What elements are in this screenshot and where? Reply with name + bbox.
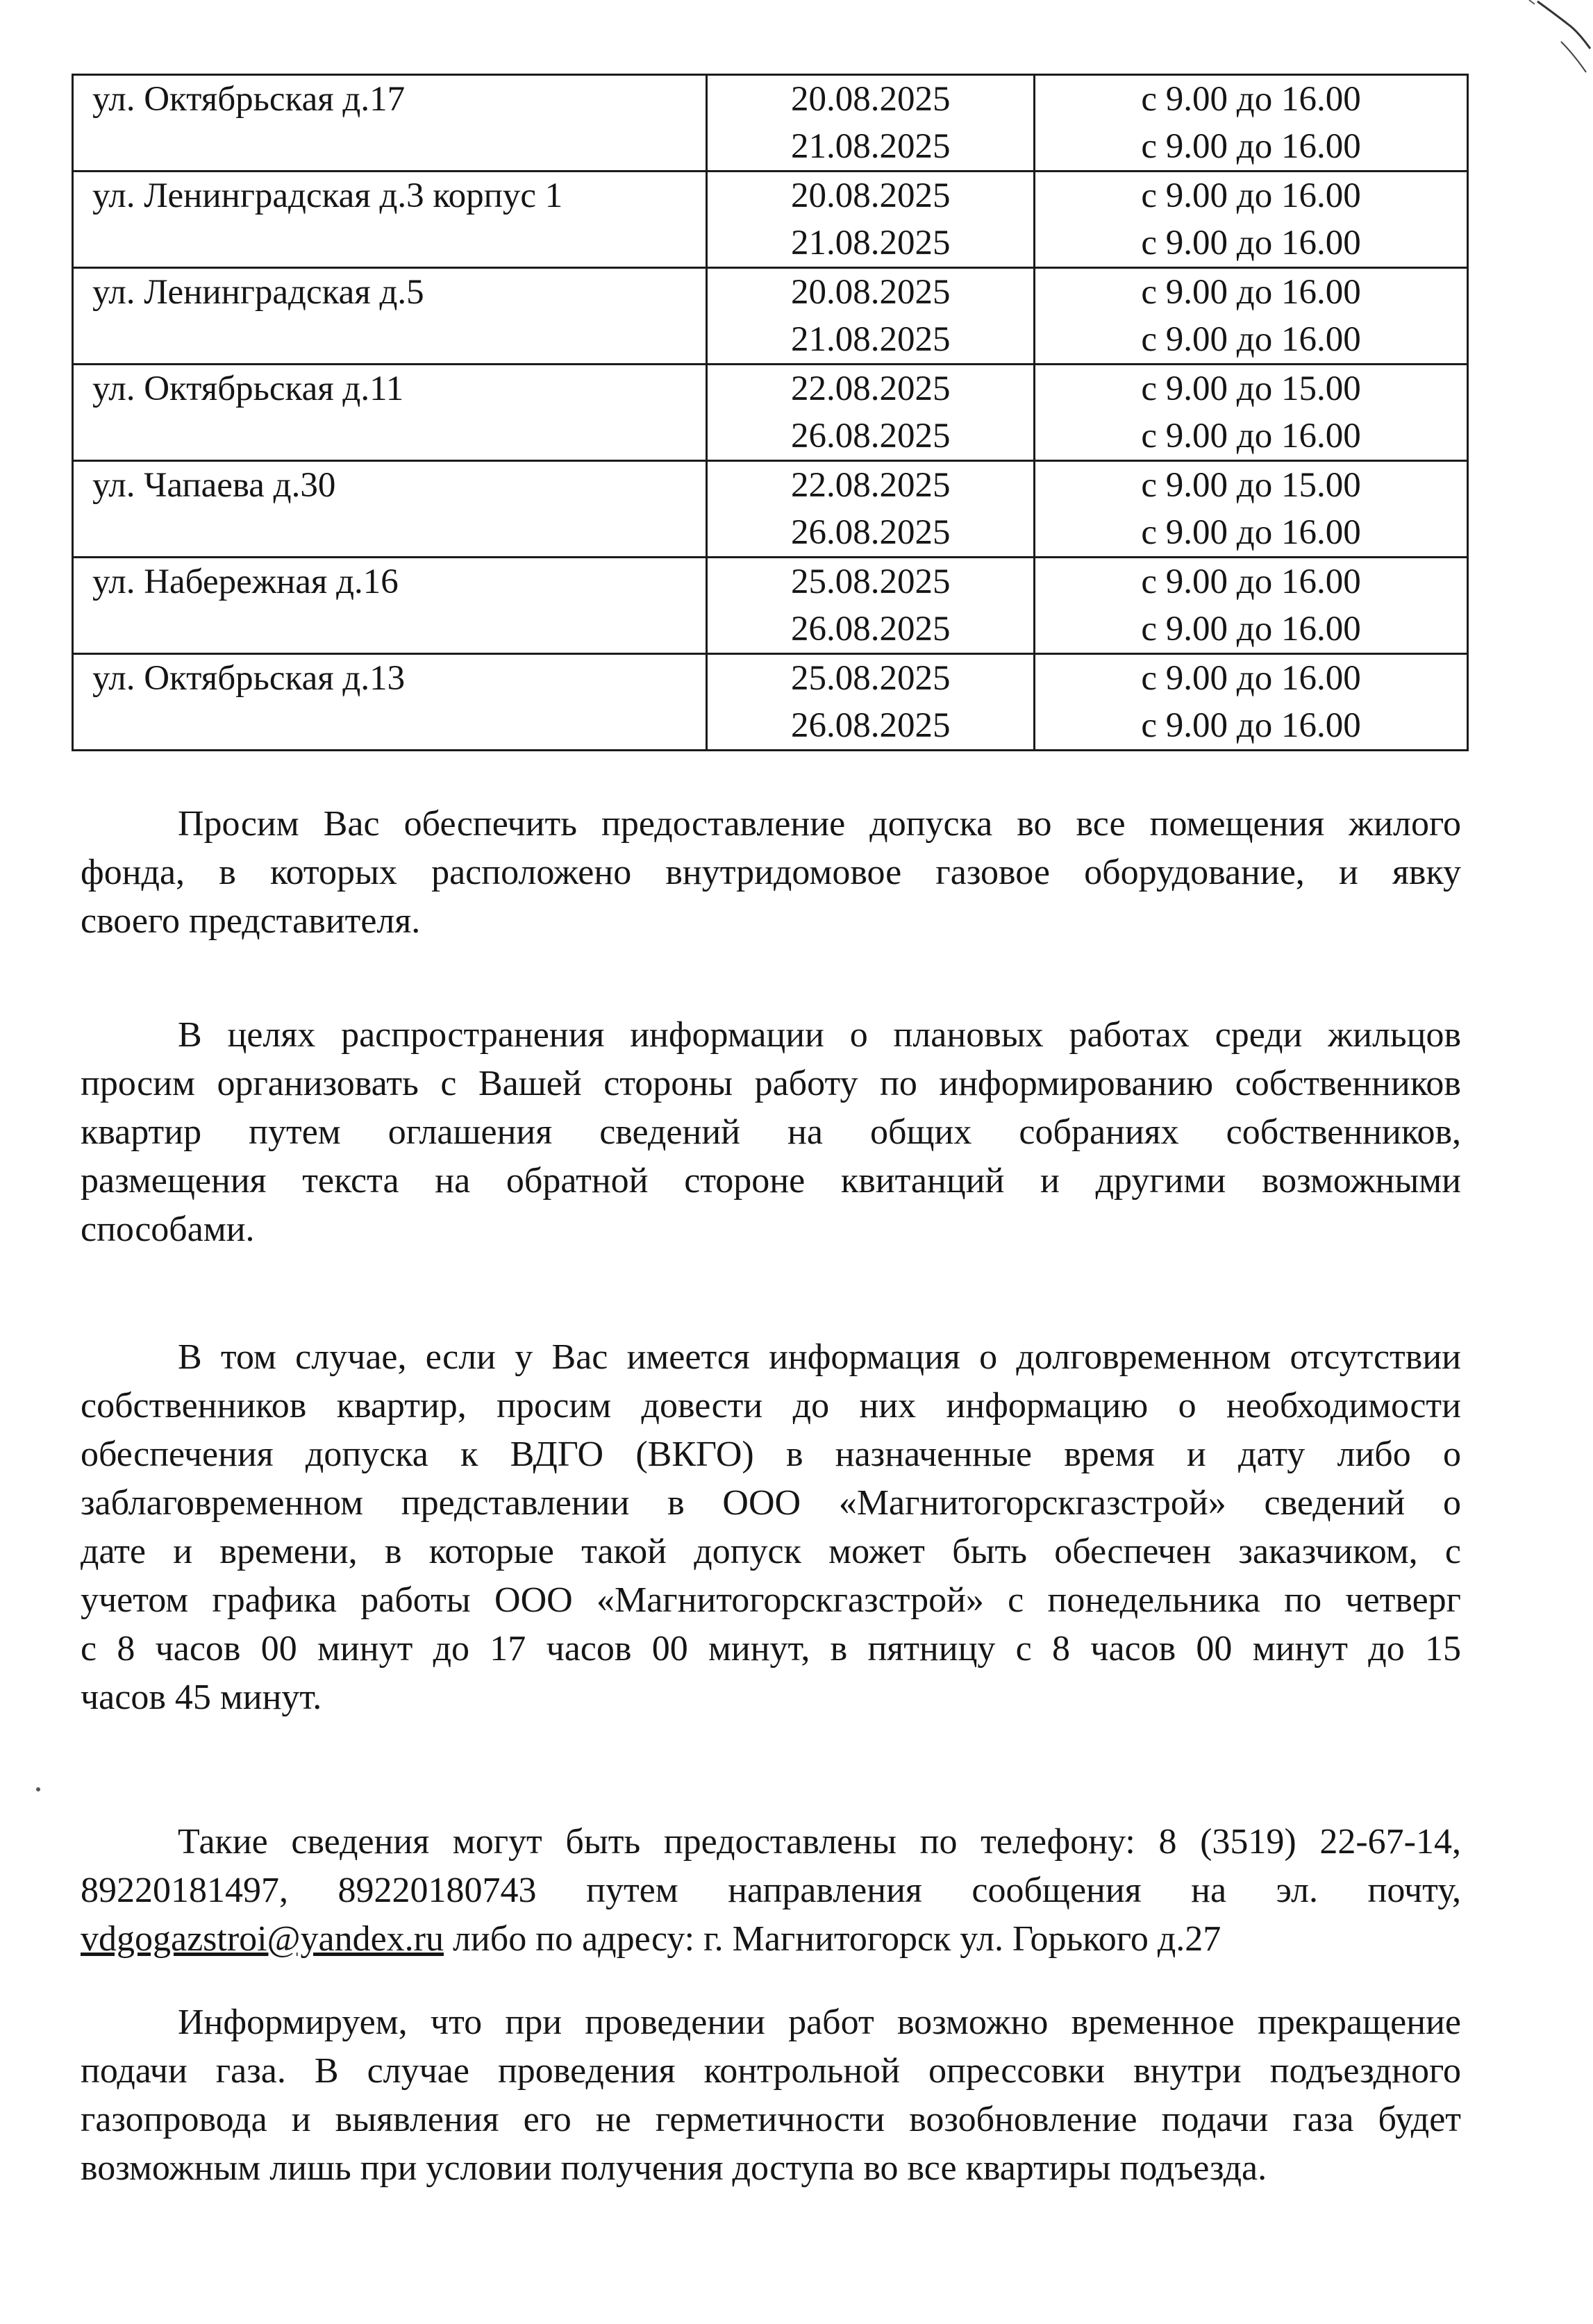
scan-edge-marks — [1489, 0, 1593, 83]
address-cell: ул. Ленинградская д.5 — [73, 268, 707, 365]
table-row — [73, 461, 1468, 558]
schedule-table — [72, 74, 1469, 751]
time-cell: с 9.00 до 15.00 с 9.00 до 16.00 — [1035, 365, 1468, 461]
date-cell: 25.08.2025 26.08.2025 — [707, 654, 1035, 751]
date-cell: 25.08.2025 26.08.2025 — [707, 558, 1035, 654]
address-cell: ул. Октябрьская д.17 — [73, 75, 707, 172]
time-cell: с 9.00 до 16.00 с 9.00 до 16.00 — [1035, 75, 1468, 172]
time-cell: с 9.00 до 16.00 с 9.00 до 16.00 — [1035, 268, 1468, 365]
email-link[interactable]: vdgogazstroi@yandex.ru — [81, 1919, 444, 1959]
contacts-address-line: vdgogazstroi@yandex.ru либо по адресу: г. Магнитогорск ул. Горького д.27 — [81, 1919, 1221, 1959]
time-cell: с 9.00 до 15.00 с 9.00 до 16.00 — [1035, 461, 1468, 558]
paragraph-information-spread: В целях распространения информации о плановых работах среди жильцов просим организовать с Вашей стороны работу по информированию собственников квартир путем оглашения сведений на общих собраниях собственников, размещения текста на обратной стороне квитанций и другими возможными способами. — [81, 1015, 1461, 1249]
date-cell: 20.08.2025 21.08.2025 — [707, 172, 1035, 268]
paragraph-gas-suspension: Информируем, что при проведении работ возможно временное прекращение подачи газа. В случае проведения контрольной опрессовки внутри подъездного газопровода и выявления его не герметичности возобновление подачи газа будет возможным лишь при условии получения доступа во все квартиры подъезда. — [81, 2003, 1461, 2188]
address-cell: ул. Октябрьская д.13 — [73, 654, 707, 751]
time-cell: с 9.00 до 16.00 с 9.00 до 16.00 — [1035, 172, 1468, 268]
address-cell: ул. Октябрьская д.11 — [73, 365, 707, 461]
table-row — [73, 75, 1468, 172]
paragraph-access-request: Просим Вас обеспечить предоставление допуска во все помещения жилого фонда, в которых расположено внутридомовое газовое оборудование, и явку своего представителя. — [81, 804, 1461, 941]
date-cell: 20.08.2025 21.08.2025 — [707, 75, 1035, 172]
paragraph-absent-owners: В том случае, если у Вас имеется информация о долговременном отсутствии собственников квартир, просим довести до них информацию о необходимости обеспечения допуска к ВДГО (ВКГО) в назначенные время и дату либо о заблаговременном представлении в ООО «Магнитогорскгазстрой» сведений о дате и времени, в которые такой допуск может быть обеспечен заказчиком, с учетом графика работы ООО «Магнитогорскгазстрой» с понедельника по четверг с 8 часов 00 минут до 17 часов 00 минут, в пятницу с 8 часов 00 минут до 15 часов 45 минут. — [81, 1337, 1461, 1717]
scan-speck — [36, 1787, 40, 1791]
address-cell: ул. Ленинградская д.3 корпус 1 — [73, 172, 707, 268]
table-row — [73, 654, 1468, 751]
table-row — [73, 365, 1468, 461]
address-cell: ул. Чапаева д.30 — [73, 461, 707, 558]
address-cell: ул. Набережная д.16 — [73, 558, 707, 654]
date-cell: 20.08.2025 21.08.2025 — [707, 268, 1035, 365]
time-cell: с 9.00 до 16.00 с 9.00 до 16.00 — [1035, 558, 1468, 654]
date-cell: 22.08.2025 26.08.2025 — [707, 461, 1035, 558]
date-cell: 22.08.2025 26.08.2025 — [707, 365, 1035, 461]
time-cell: с 9.00 до 16.00 с 9.00 до 16.00 — [1035, 654, 1468, 751]
table-row — [73, 268, 1468, 365]
table-row — [73, 172, 1468, 268]
table-row — [73, 558, 1468, 654]
paragraph-contacts: Такие сведения могут быть предоставлены по телефону: 8 (3519) 22-67-14, 89220181497, 89220180743 путем направления сообщения на эл. почту, vdgogazstroi@yandex.ru либо по адресу: г. Магнитогорск ул. Горького д.27 — [81, 1818, 1461, 1964]
